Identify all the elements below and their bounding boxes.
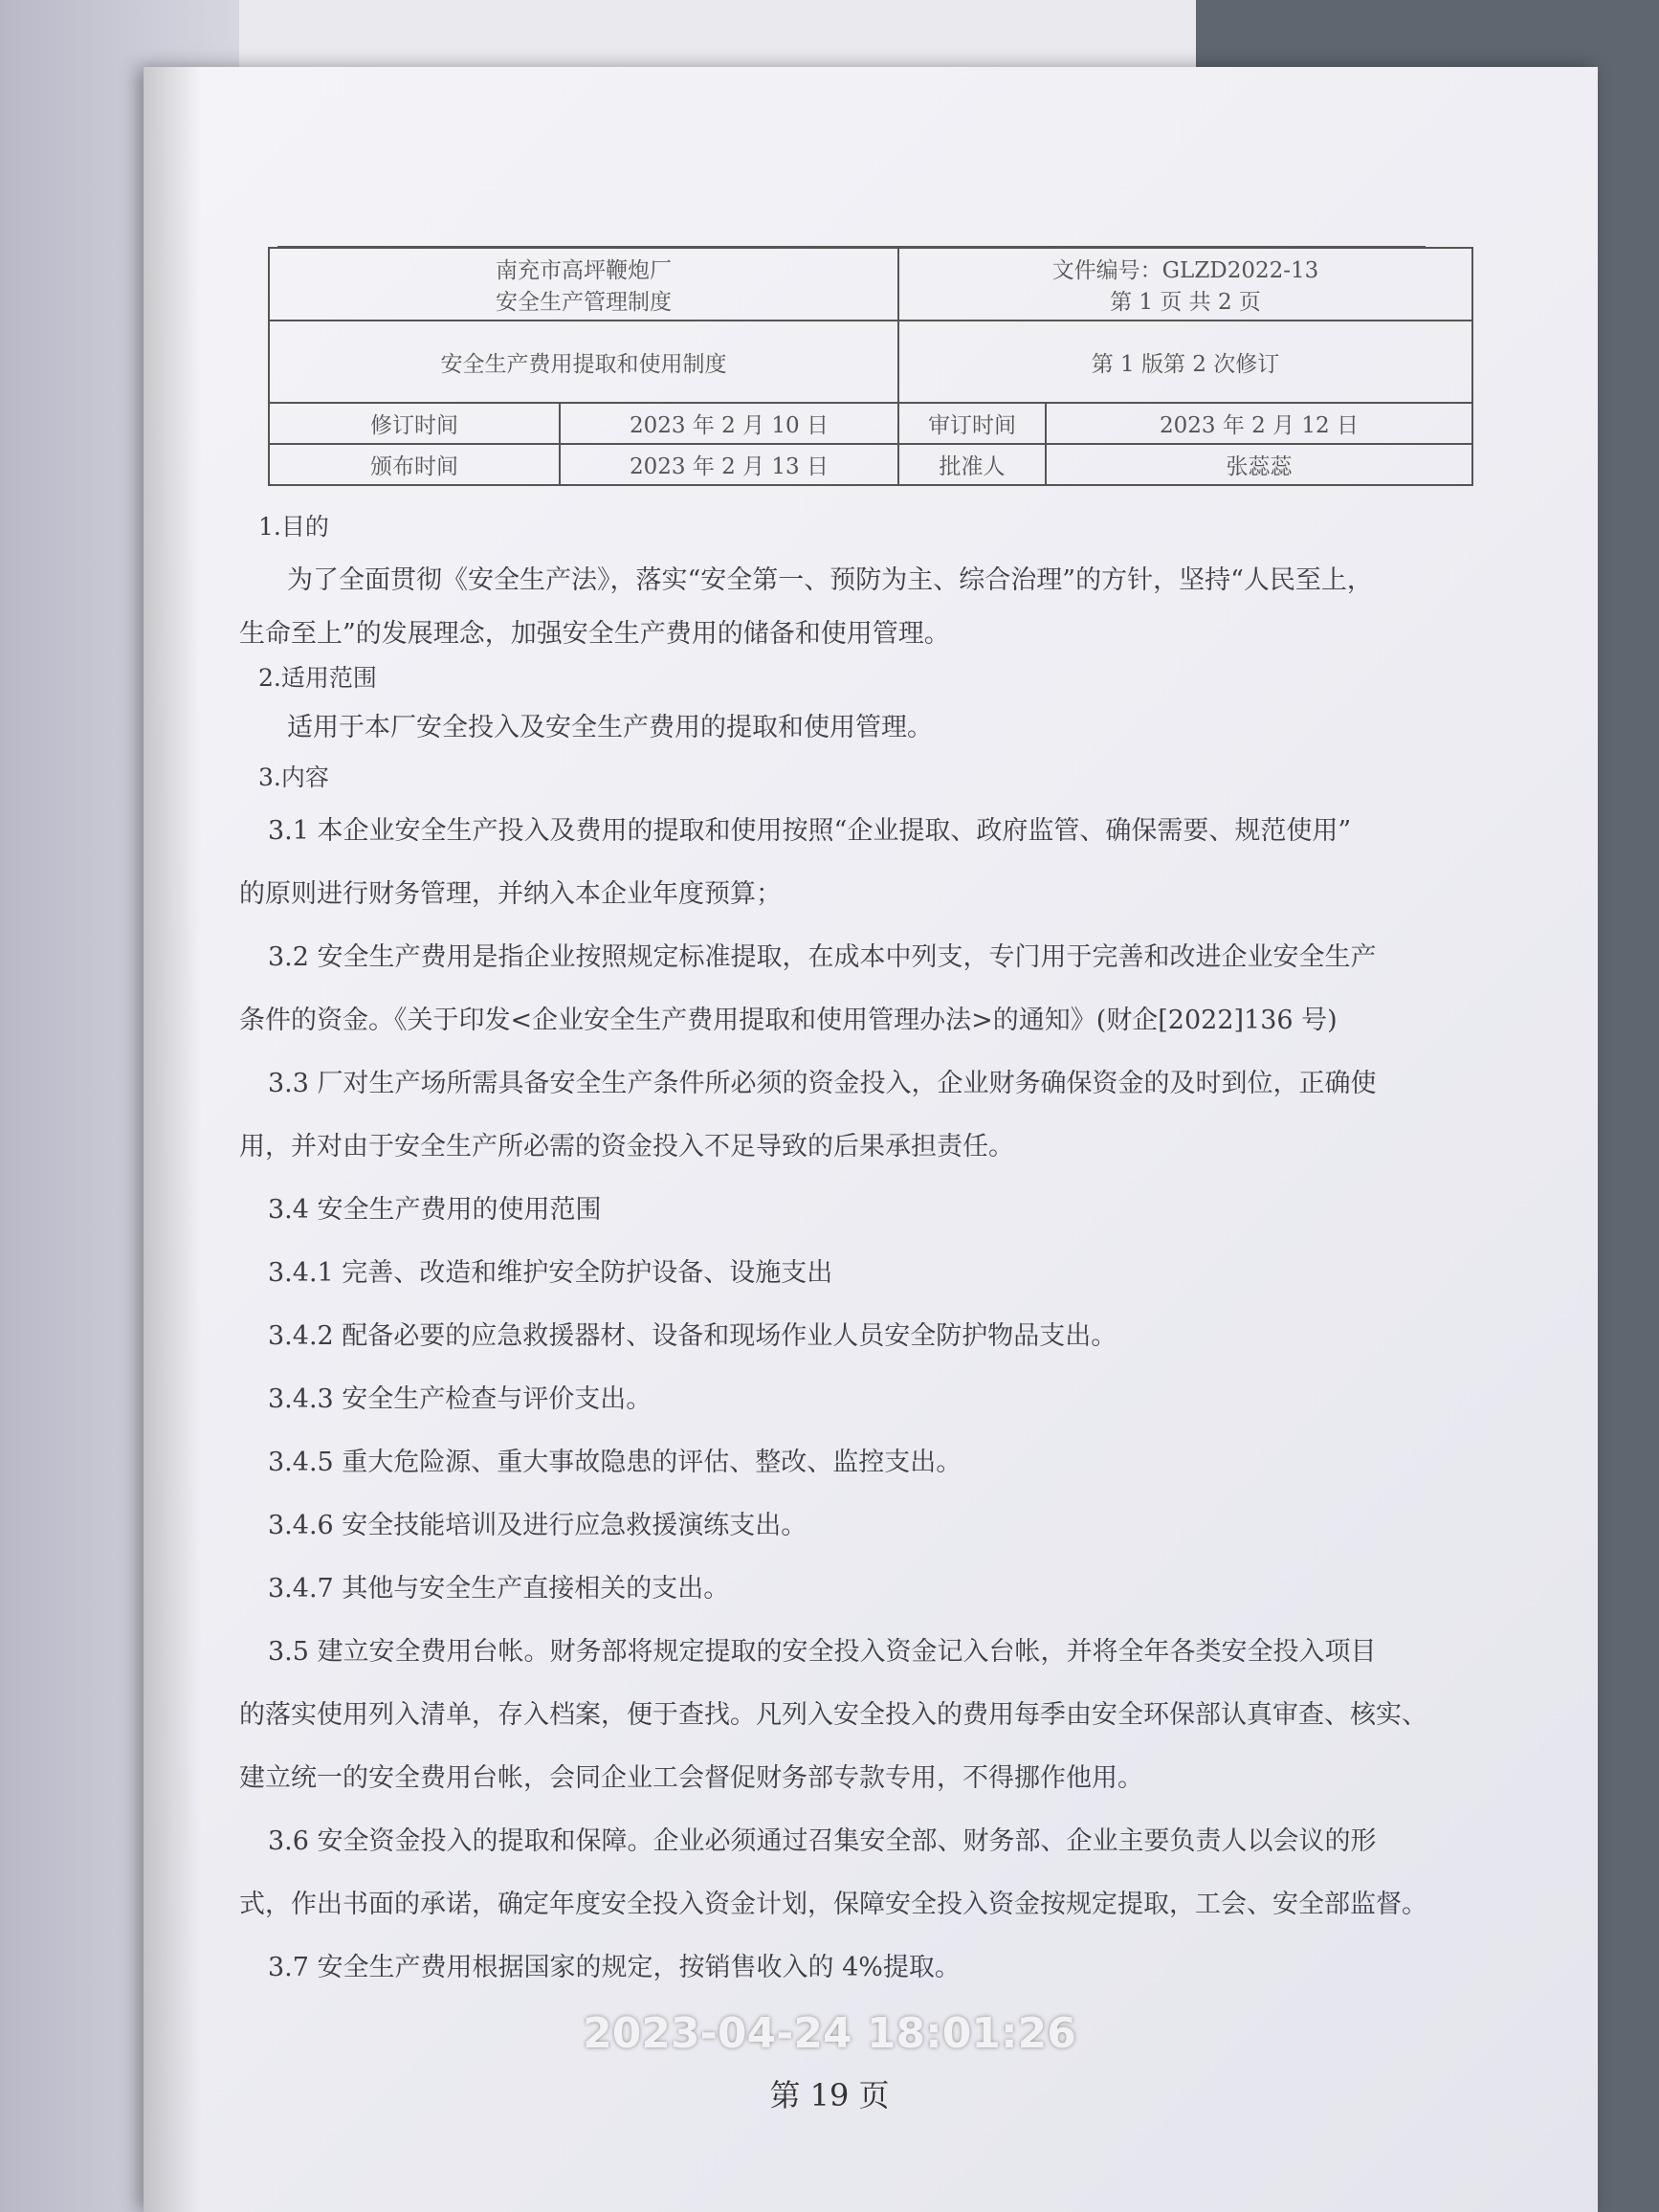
header-top-strip [277, 196, 1426, 248]
section-1-title: 1.目的 [258, 513, 329, 541]
doc-version: 第 1 版第 2 次修订 [898, 321, 1472, 403]
para-3-4-3: 3.4.3 安全生产检查与评价支出。 [268, 1384, 653, 1414]
section-1-text-cont: 生命至上”的发展理念，加强安全生产费用的储备和使用管理。 [239, 619, 950, 649]
para-3-6: 3.6 安全资金投入的提取和保障。企业必须通过召集安全部、财务部、企业主要负责人以会议的形 [268, 1826, 1377, 1856]
para-3-5-cont-2: 建立统一的安全费用台帐，会同企业工会督促财务部专款专用，不得挪作他用。 [239, 1763, 1143, 1793]
section-1-text: 为了全面贯彻《安全生产法》，落实“安全第一、预防为主、综合治理”的方针，坚持“人民至上， [287, 565, 1373, 595]
page-number: 第 19 页 [769, 2077, 890, 2113]
para-3-5: 3.5 建立安全费用台帐。财务部将规定提取的安全投入资金记入台帐，并将全年各类安全投入项目 [268, 1637, 1377, 1667]
review-date: 2023 年 2 月 12 日 [1046, 403, 1472, 444]
section-3-title: 3.内容 [258, 763, 329, 791]
issue-date: 2023 年 2 月 13 日 [560, 444, 898, 485]
revise-label: 修订时间 [269, 403, 560, 444]
background-sheet-top [239, 0, 1196, 77]
para-3-6-cont: 式，作出书面的承诺，确定年度安全投入资金计划，保障安全投入资金按规定提取，工会、安全部监督。 [239, 1890, 1427, 1919]
document-body [172, 505, 1531, 2000]
doc-title: 安全生产费用提取和使用制度 [269, 321, 898, 403]
para-3-3: 3.3 厂对生产场所需具备安全生产条件所必须的资金投入，企业财务确保资金的及时到位，正确使 [268, 1069, 1377, 1098]
para-3-4-7: 3.4.7 其他与安全生产直接相关的支出。 [268, 1574, 730, 1604]
company-name: 南充市高坪鞭炮厂 [496, 258, 672, 283]
header-company-cell [269, 248, 898, 321]
para-3-5-cont-1: 的落实使用列入清单，存入档案，便于查找。凡列入安全投入的费用每季由安全环保部认真审查、核实、 [239, 1700, 1427, 1730]
para-3-3-cont: 用，并对由于安全生产所必需的资金投入不足导致的后果承担责任。 [239, 1132, 1014, 1161]
para-3-1: 3.1 本企业安全生产投入及费用的提取和使用按照“企业提取、政府监管、确保需要、规范使用” [268, 816, 1352, 846]
para-3-7: 3.7 安全生产费用根据国家的规定，按销售收入的 4%提取。 [268, 1953, 961, 1982]
issue-label: 颁布时间 [269, 444, 560, 485]
page-info: 第 1 页 共 2 页 [1110, 290, 1261, 315]
revise-date: 2023 年 2 月 10 日 [560, 403, 898, 444]
document-header-table [268, 247, 1473, 486]
approver-label: 批准人 [898, 444, 1046, 485]
review-label: 审订时间 [898, 403, 1046, 444]
doc-number: 文件编号：GLZD2022-13 [1051, 258, 1319, 283]
para-3-4-1: 3.4.1 完善、改造和维护安全防护设备、设施支出 [268, 1258, 833, 1288]
section-2-text: 适用于本厂安全投入及安全生产费用的提取和使用管理。 [287, 713, 933, 742]
photo-timestamp: 2023-04-24 18:01:26 [583, 2009, 1076, 2058]
para-3-2-cont: 条件的资金。《关于印发<企业安全生产费用提取和使用管理办法>的通知》(财企[2022]136 号) [239, 1006, 1338, 1035]
approver-name: 张蕊蕊 [1046, 444, 1472, 485]
header-docnum-cell [898, 248, 1472, 321]
para-3-4-2: 3.4.2 配备必要的应急救援器材、设备和现场作业人员安全防护物品支出。 [268, 1321, 1117, 1351]
para-3-4-6: 3.4.6 安全技能培训及进行应急救援演练支出。 [268, 1511, 807, 1540]
para-3-2: 3.2 安全生产费用是指企业按照规定标准提取，在成本中列支，专门用于完善和改进企业安全生产 [268, 942, 1377, 972]
section-2-title: 2.适用范围 [258, 664, 377, 692]
system-name: 安全生产管理制度 [496, 290, 672, 315]
para-3-1-cont: 的原则进行财务管理，并纳入本企业年度预算； [239, 879, 782, 909]
para-3-4: 3.4 安全生产费用的使用范围 [268, 1195, 602, 1225]
para-3-4-5: 3.4.5 重大危险源、重大事故隐患的评估、整改、监控支出。 [268, 1448, 962, 1477]
